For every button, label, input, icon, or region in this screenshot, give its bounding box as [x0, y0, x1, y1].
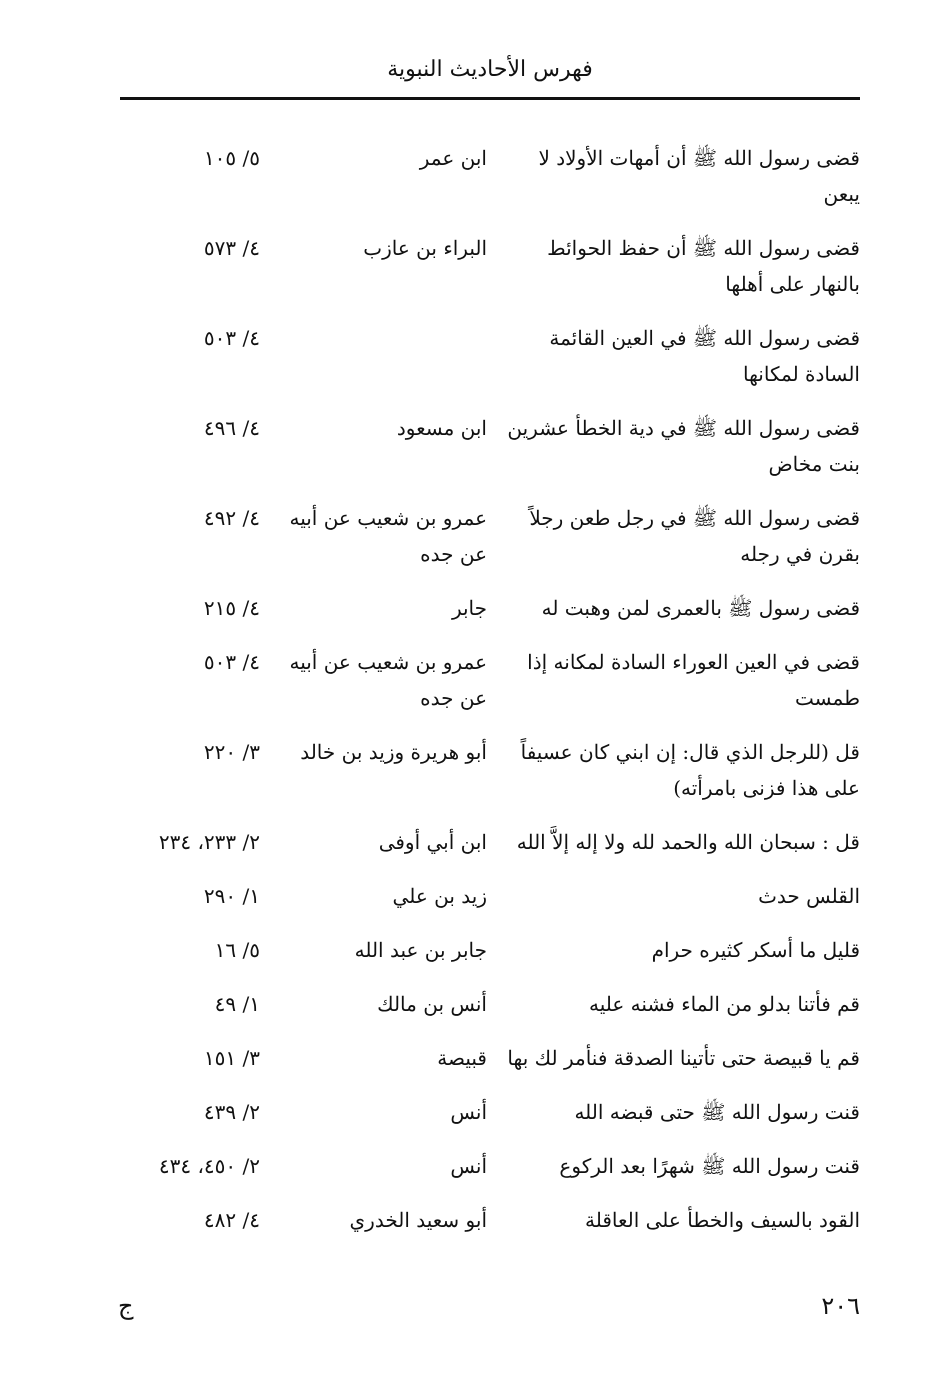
volume-page-reference: ٤/ ٤٩٢	[203, 506, 260, 530]
header-rule	[120, 97, 860, 100]
hadith-text: قل (للرجل الذي قال: إن ابني كان عسيفاً على هذا فزنى بامرأته)	[520, 740, 860, 800]
hadith-text: قنت رسول الله ﷺ شهرًا بعد الركوع	[559, 1154, 860, 1178]
index-entry	[120, 878, 860, 914]
hadith-text: قليل ما أسكر كثيره حرام	[651, 938, 860, 962]
narrator-name: أنس	[450, 1100, 487, 1124]
index-entry	[120, 590, 860, 626]
index-entry	[120, 410, 860, 482]
running-header-title: فهرس الأحاديث النبوية	[387, 57, 593, 82]
volume-page-reference: ٤/ ٥٠٣	[203, 650, 260, 674]
narrator-name: ابن مسعود	[396, 416, 487, 440]
hadith-text: قضى رسول الله ﷺ أن حفظ الحوائط بالنهار على أهلها	[547, 236, 860, 296]
hadith-text: قضى رسول ﷺ بالعمرى لمن وهبت له	[541, 596, 860, 620]
index-entry	[120, 1040, 860, 1076]
hadith-text: قنت رسول الله ﷺ حتى قبضه الله	[574, 1100, 860, 1124]
volume-page-reference: ٤/ ٥٧٣	[203, 236, 260, 260]
narrator-name: جابر	[451, 596, 487, 620]
narrator-name: ابن أبي أوفى	[378, 830, 487, 854]
volume-page-reference: ٢/ ٤٥٠، ٤٣٤	[158, 1154, 260, 1178]
volume-page-reference: ٢/ ٤٣٩	[203, 1100, 260, 1124]
index-entry	[120, 320, 860, 392]
hadith-index-list	[120, 140, 860, 1256]
page-number: ٢٠٦	[821, 1292, 860, 1320]
hadith-text: القلس حدث	[758, 884, 860, 908]
index-entry	[120, 734, 860, 806]
index-entry	[120, 140, 860, 212]
narrator-name: أبو هريرة وزيد بن خالد	[300, 740, 487, 764]
hadith-text: قم فأتنا بدلو من الماء فشنه عليه	[589, 992, 860, 1016]
index-entry	[120, 824, 860, 860]
narrator-name: أنس بن مالك	[377, 992, 487, 1016]
index-entry	[120, 1202, 860, 1238]
volume-page-reference: ٥/ ١٠٥	[203, 146, 260, 170]
narrator-name: ابن عمر	[419, 146, 487, 170]
narrator-name: جابر بن عبد الله	[354, 938, 487, 962]
hadith-text: قل : سبحان الله والحمد لله ولا إله إلاَّ الله	[516, 830, 860, 854]
hadith-text: قضى رسول الله ﷺ في دية الخطأ عشرين بنت مخاض	[507, 416, 860, 476]
volume-page-reference: ٤/ ٥٠٣	[203, 326, 260, 350]
hadith-text: قم يا قبيصة حتى تأتينا الصدقة فنأمر لك بها	[507, 1046, 860, 1070]
narrator-name: عمرو بن شعيب عن أبيه عن جده	[289, 650, 487, 710]
hadith-text: قضى رسول الله ﷺ في العين القائمة السادة لمكانها	[549, 326, 860, 386]
volume-page-reference: ٣/ ١٥١	[203, 1046, 260, 1070]
index-entry	[120, 932, 860, 968]
narrator-name: زيد بن علي	[392, 884, 487, 908]
index-entry	[120, 230, 860, 302]
index-entry	[120, 644, 860, 716]
narrator-name: أبو سعيد الخدري	[349, 1208, 487, 1232]
narrator-name: عمرو بن شعيب عن أبيه عن جده	[289, 506, 487, 566]
narrator-name: أنس	[450, 1154, 487, 1178]
index-entry	[120, 986, 860, 1022]
narrator-name: البراء بن عازب	[363, 236, 487, 260]
index-entry	[120, 500, 860, 572]
volume-page-reference: ١/ ٢٩٠	[203, 884, 260, 908]
index-entry	[120, 1094, 860, 1130]
hadith-text: القود بالسيف والخطأ على العاقلة	[584, 1208, 860, 1232]
index-entry	[120, 1148, 860, 1184]
hadith-text: قضى رسول الله ﷺ في رجل طعن رجلاً بقرن في رجله	[529, 506, 860, 566]
volume-page-reference: ٢/ ٢٣٣، ٢٣٤	[158, 830, 260, 854]
volume-page-reference: ٥/ ١٦	[214, 938, 260, 962]
volume-page-reference: ٤/ ٢١٥	[203, 596, 260, 620]
volume-page-reference: ٣/ ٢٢٠	[203, 740, 260, 764]
narrator-name: قبيصة	[437, 1046, 487, 1070]
volume-page-reference: ٤/ ٤٨٢	[203, 1208, 260, 1232]
hadith-text: قضى رسول الله ﷺ أن أمهات الأولاد لا يبعن	[538, 146, 860, 206]
volume-page-reference: ١/ ٤٩	[214, 992, 260, 1016]
volume-page-reference: ٤/ ٤٩٦	[203, 416, 260, 440]
signature-mark: ج	[118, 1292, 134, 1320]
hadith-text: قضى في العين العوراء السادة لمكانه إذا طمست	[527, 650, 860, 710]
